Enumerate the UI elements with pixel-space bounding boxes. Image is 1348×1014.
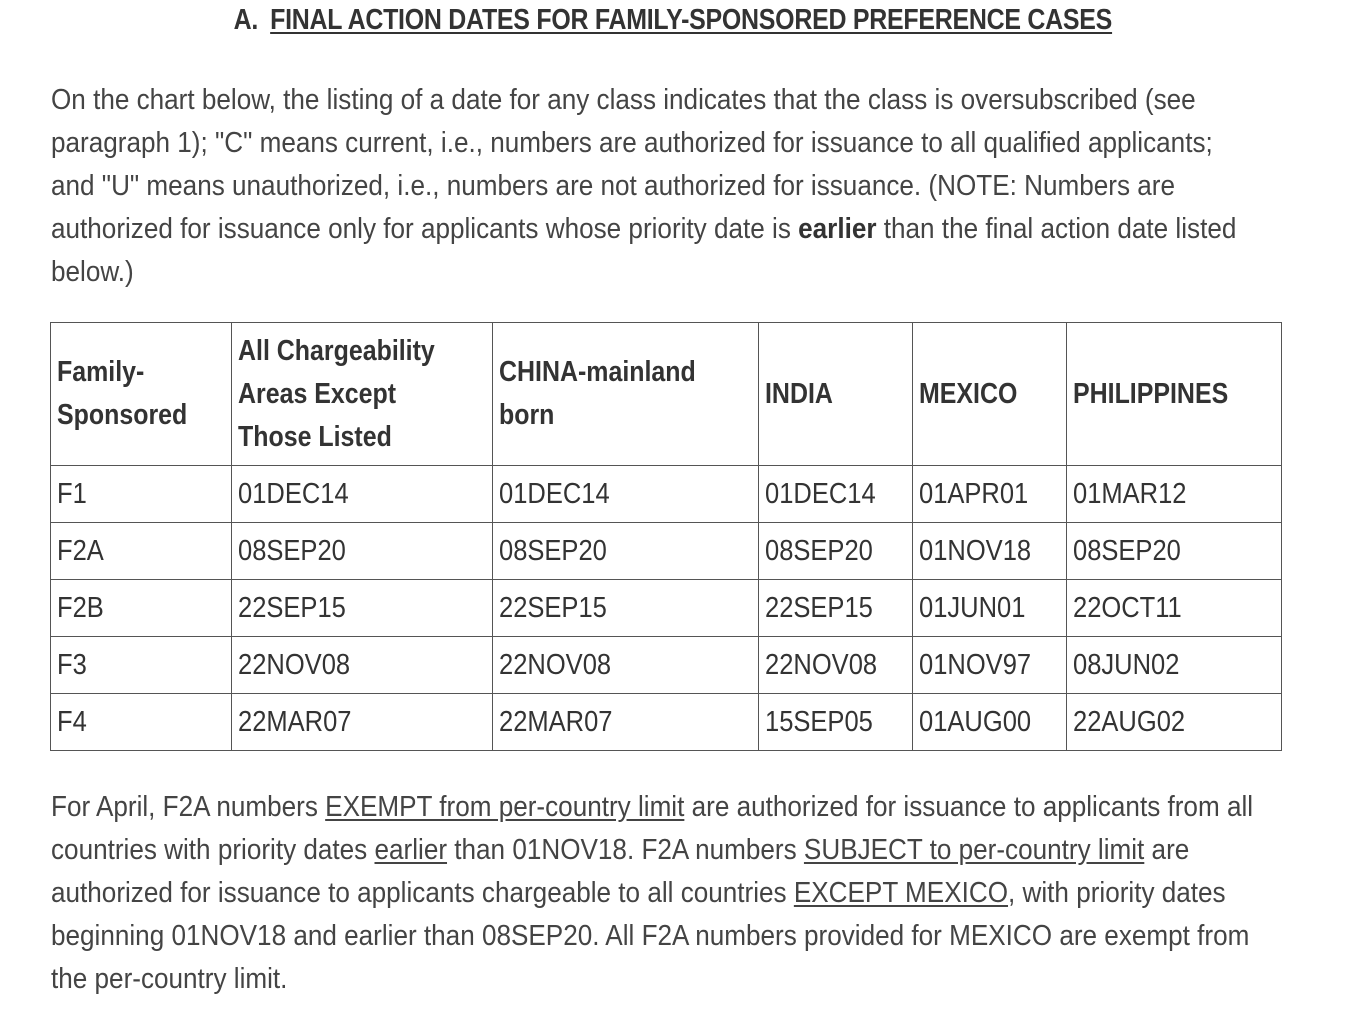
table-header-row	[51, 323, 1282, 466]
header-family-sponsored: Family-Sponsored	[51, 323, 232, 466]
header-all-chargeability: All Chargeability Areas Except Those Listed	[231, 323, 492, 466]
table-row	[51, 637, 1282, 694]
table-cell: 01JUN01	[913, 580, 1067, 637]
intro-text-2: than the final action date listed below.)	[51, 213, 1237, 288]
table-row	[51, 580, 1282, 637]
table-cell: 22SEP15	[759, 580, 913, 637]
table-row	[51, 523, 1282, 580]
table-cell: 22SEP15	[492, 580, 759, 637]
table-cell: 08SEP20	[231, 523, 492, 580]
f2a-note-paragraph	[51, 786, 1275, 1001]
note-underline-earlier: earlier	[374, 834, 448, 866]
table-cell: 08SEP20	[492, 523, 759, 580]
note-text: For April, F2A numbers	[51, 791, 326, 823]
table-cell: 22NOV08	[231, 637, 492, 694]
note-underline-exempt: EXEMPT from per-country limit	[325, 791, 685, 823]
header-india: INDIA	[759, 323, 913, 466]
table-cell: F2B	[51, 580, 232, 637]
table-cell: 22NOV08	[759, 637, 913, 694]
note-text: than 01NOV18. F2A numbers	[447, 834, 804, 866]
intro-bold-earlier: earlier	[798, 213, 877, 245]
table-cell: 01AUG00	[913, 694, 1067, 751]
table-cell: F4	[51, 694, 232, 751]
table-cell: 15SEP05	[759, 694, 913, 751]
table-cell: 01MAR12	[1067, 466, 1282, 523]
table-cell: 22MAR07	[492, 694, 759, 751]
note-text: are authorized for issuance to applicants chargeable to all countries	[51, 834, 1190, 909]
table-cell: 01DEC14	[759, 466, 913, 523]
table-row	[51, 694, 1282, 751]
section-heading	[93, 4, 1252, 37]
table-cell: 08SEP20	[1067, 523, 1282, 580]
table-cell: 01DEC14	[492, 466, 759, 523]
table-cell: 01NOV18	[913, 523, 1067, 580]
table-cell: F1	[51, 466, 232, 523]
table-cell: 01APR01	[913, 466, 1067, 523]
intro-paragraph	[51, 79, 1257, 294]
table-cell: 01DEC14	[231, 466, 492, 523]
table-cell: 08SEP20	[759, 523, 913, 580]
intro-text-1: On the chart below, the listing of a date for any class indicates that the class is oversubscribed (see paragraph 1); "C" means current, i.e., numbers are authorized for issuance to all qualified applicants; and "U" means unauthorized, i.e., numbers are not authorized for issuance. (NOTE: Numbers are authorized for issuance only for applicants whose priority date is	[51, 84, 1213, 245]
note-text: , with priority dates beginning 01NOV18 and earlier than 08SEP20. All F2A numbers provided for MEXICO are exempt from the per-country limit.	[51, 877, 1250, 995]
header-china: CHINA-mainland born	[492, 323, 759, 466]
note-text: are authorized for issuance to applicants from all countries with priority dates	[51, 791, 1254, 866]
table-cell: 22SEP15	[231, 580, 492, 637]
table-cell: 22MAR07	[231, 694, 492, 751]
table-cell: 22NOV08	[492, 637, 759, 694]
section-prefix: A.	[233, 4, 259, 36]
table-cell: 22OCT11	[1067, 580, 1282, 637]
note-underline-subject: SUBJECT to per-country limit	[803, 834, 1145, 866]
table-cell: 08JUN02	[1067, 637, 1282, 694]
header-philippines: PHILIPPINES	[1067, 323, 1282, 466]
table-row	[51, 466, 1282, 523]
header-mexico: MEXICO	[913, 323, 1067, 466]
final-action-dates-table	[50, 322, 1282, 751]
table-cell: F2A	[51, 523, 232, 580]
table-cell: F3	[51, 637, 232, 694]
table-cell: 01NOV97	[913, 637, 1067, 694]
note-underline-except-mexico: EXCEPT MEXICO	[793, 877, 1009, 909]
section-title: FINAL ACTION DATES FOR FAMILY-SPONSORED PREFERENCE CASES	[270, 4, 1113, 36]
table-cell: 22AUG02	[1067, 694, 1282, 751]
